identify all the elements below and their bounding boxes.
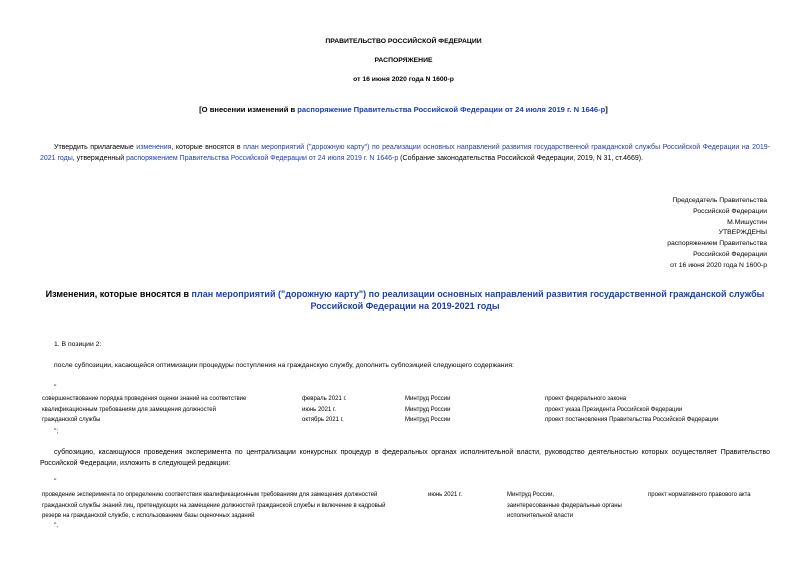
table-cell: резерв на гражданской службе, с использованием базы оценочных заданий (42, 513, 255, 519)
table-cell: квалификационным требованиям для замещения должностей (42, 406, 216, 413)
table-cell: гражданской службы (42, 417, 101, 423)
title-link[interactable]: распоряжение Правительства Российской Федерации от 24 июля 2019 г. N 1646-р (297, 105, 606, 114)
quote-close-2: ". (54, 522, 59, 529)
intro-text-1: Утвердить прилагаемые (54, 144, 137, 151)
table-cell: февраль 2021 г. (302, 396, 347, 402)
table-cell: Минтруд России (405, 406, 451, 413)
signature-line: Председатель Правительства (672, 197, 767, 204)
paragraph-add-subposition: после субпозиции, касающейся оптимизации процедуры поступления на гражданскую службу, дополнить субпозицией следующего содержания: (54, 362, 514, 369)
paragraph-replace-subposition (40, 447, 770, 469)
title-prefix: [О внесении изменений в (199, 105, 298, 114)
table1-col-activity (42, 394, 246, 426)
paragraph-replace-text: субпозицию, касающуюся проведения эксперимента по централизации конкурсных процедур в федеральных органах исполнительной власти, руководство деятельностью которых осуществляет Правительство Российской Федерации, изложить в следующей редакции: (40, 449, 770, 467)
table-cell: июнь 2021 г. (302, 406, 337, 413)
table-cell: совершенствование порядка проведения оценки знаний на соответствие (42, 396, 247, 402)
table-cell: октябрь 2021 г. (302, 417, 344, 423)
table-cell: проект нормативного правового акта (648, 492, 751, 498)
intro-text-4: (Собрание законодательства Российской Федерации, 2019, N 31, ст.4669). (398, 155, 644, 162)
table-cell: исполнительной власти (507, 513, 574, 519)
intro-link-order[interactable]: распоряжением Правительства Российской Федерации от 24 июля 2019 г. N 1646-р (126, 155, 399, 162)
signature-line: Российской Федерации (693, 207, 767, 215)
table-cell: Минтруд России (405, 396, 451, 402)
intro-paragraph (40, 142, 770, 164)
document-title (0, 105, 807, 114)
table-cell: проект постановления Правительства Российской Федерации (545, 417, 719, 423)
changes-title-link[interactable]: план мероприятий ("дорожную карту") по реализации основных направлений развития государственной гражданской службы Российской Федерации на 2019-2021 годы (191, 289, 765, 311)
header-date: от 16 июня 2020 года N 1600-р (353, 76, 454, 83)
quote-close: "; (54, 428, 59, 435)
intro-text-2: , которые вносятся в (171, 144, 244, 151)
title-suffix: ] (605, 105, 608, 114)
quote-open: " (54, 384, 57, 391)
changes-title (40, 288, 770, 312)
table2-col-deadline (428, 490, 462, 501)
table-cell: проект федерального закона (545, 396, 627, 402)
signature-line: распоряжением Правительства (667, 240, 767, 248)
header-government: ПРАВИТЕЛЬСТВО РОССИЙСКОЙ ФЕДЕРАЦИИ (325, 38, 482, 45)
table1-col-responsible (405, 394, 450, 426)
table-cell: заинтересованные федеральные органы (507, 502, 622, 509)
header-order: РАСПОРЯЖЕНИЕ (374, 57, 433, 64)
table-cell: Минтруд России (405, 417, 451, 423)
table1-col-deadline (302, 394, 347, 426)
item-1: 1. В позиции 2: (54, 341, 102, 348)
table-cell: гражданской службы знаний лиц, претендующих на замещение должностей гражданской службы и включение в кадровый (42, 502, 386, 509)
table-cell: проведение эксперимента по определению соответствия квалификационным требованиям для замещения должностей (42, 492, 378, 498)
signature-line: УТВЕРЖДЕНЫ (718, 229, 767, 237)
table2-col-activity (42, 490, 386, 522)
table2-col-responsible (507, 490, 622, 522)
quote-open-2: " (54, 478, 57, 485)
intro-link-changes[interactable]: изменения (136, 144, 172, 151)
intro-text-3: , утвержденный (72, 155, 127, 162)
signature-block (667, 196, 767, 272)
table-cell: проект указа Президента Российской Федерации (545, 406, 683, 413)
signature-line: от 16 июня 2020 года N 1600-р (670, 261, 767, 269)
signature-line: Российской Федерации (693, 250, 767, 258)
table-cell: Минтруд России, (507, 492, 555, 498)
changes-title-prefix: Изменения, которые вносятся в (45, 289, 192, 299)
table1-col-result (545, 394, 718, 426)
intro-link-plan[interactable]: план мероприятий ("дорожную карту") по реализации основных направлений развития государственной гражданской службы Российской Федерации на 2019-2021 годы (40, 144, 770, 162)
signature-line: М.Мишустин (727, 218, 767, 226)
table-cell: июнь 2021 г. (428, 492, 463, 498)
table2-col-result (648, 490, 751, 501)
